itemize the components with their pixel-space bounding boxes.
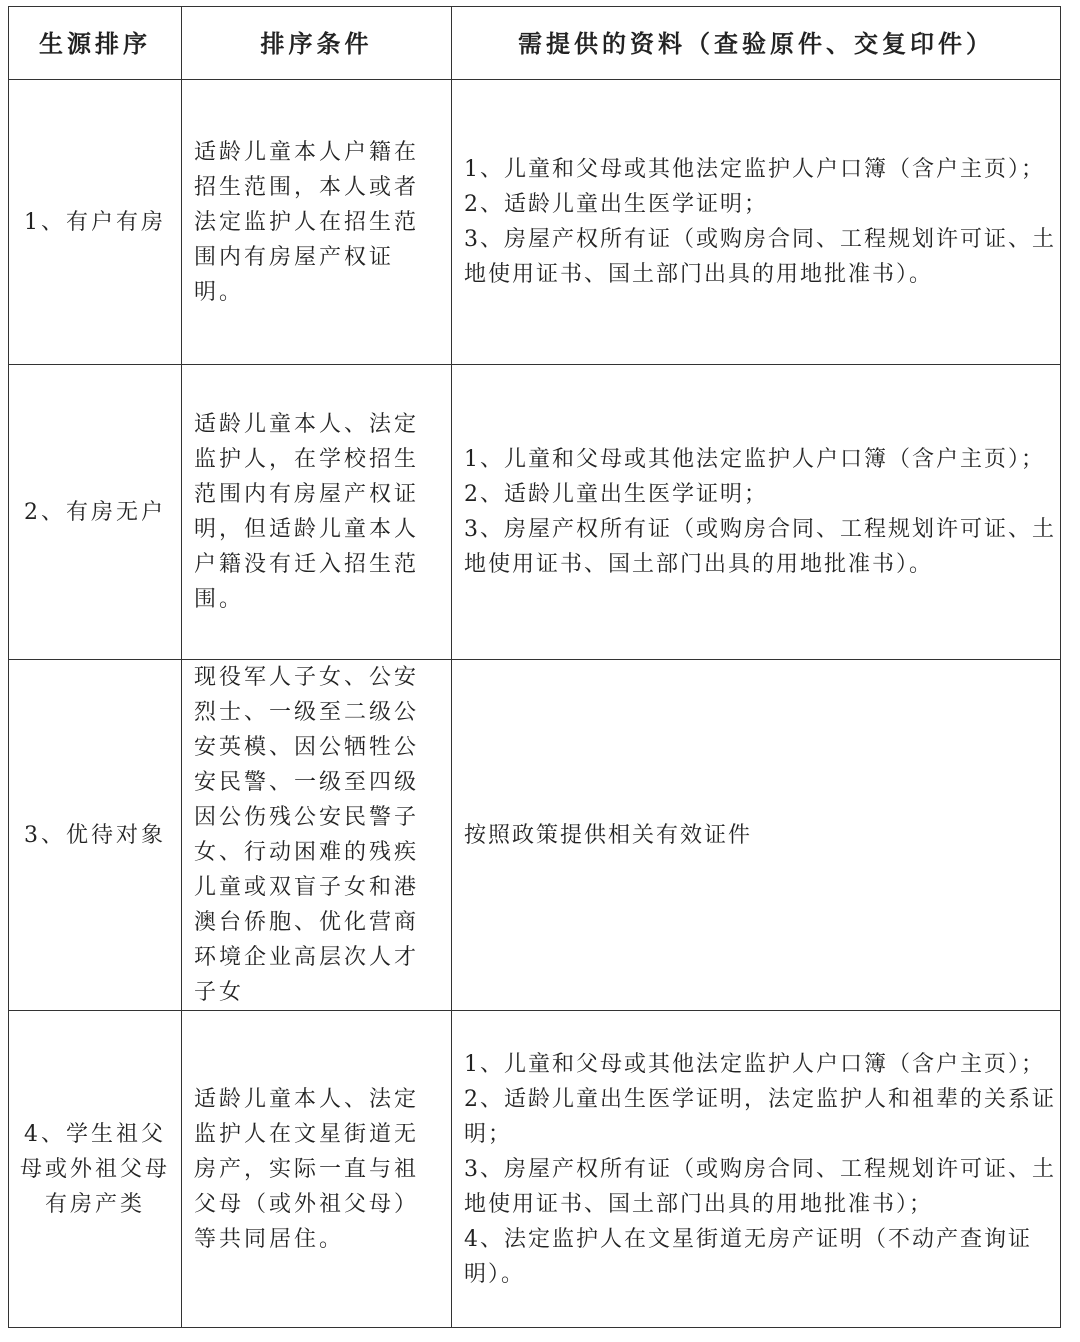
rank-cell: 4、学生祖父母或外祖父母有房产类 (9, 1011, 182, 1328)
condition-cell: 适龄儿童本人户籍在招生范围，本人或者法定监护人在招生范围内有房屋产权证明。 (182, 80, 452, 365)
header-rank: 生源排序 (9, 7, 182, 80)
material-item: 4、法定监护人在文星街道无房产证明（不动产查询证明）。 (464, 1226, 1032, 1287)
condition-cell: 适龄儿童本人、法定监护人在文星街道无房产，实际一直与祖父母（或外祖父母）等共同居住。 (182, 1011, 452, 1328)
material-item: 1、儿童和父母或其他法定监护人户口簿（含户主页）； (464, 447, 1045, 472)
materials-cell (452, 365, 1061, 660)
table-row (9, 365, 1061, 660)
material-item: 2、适龄儿童出生医学证明； (464, 192, 768, 217)
table-row (9, 1011, 1061, 1328)
condition-cell: 适龄儿童本人、法定监护人，在学校招生范围内有房屋产权证明，但适龄儿童本人户籍没有迁入招生范围。 (182, 365, 452, 660)
materials-cell (452, 660, 1061, 1011)
enrollment-priority-table (8, 6, 1061, 1328)
material-item: 按照政策提供相关有效证件 (464, 822, 753, 848)
enrollment-priority-table-container (8, 6, 1060, 1328)
material-item: 3、房屋产权所有证（或购房合同、工程规划许可证、土地使用证书、国土部门出具的用地批准书）。 (464, 227, 1056, 287)
material-item: 3、房屋产权所有证（或购房合同、工程规划许可证、土地使用证书、国土部门出具的用地批准书）； (464, 1156, 1056, 1217)
materials-cell (452, 1011, 1061, 1328)
table-row (9, 660, 1061, 1011)
rank-cell: 1、有户有房 (9, 80, 182, 365)
material-item: 1、儿童和父母或其他法定监护人户口簿（含户主页）； (464, 1051, 1045, 1077)
header-materials: 需提供的资料（查验原件、交复印件） (452, 7, 1061, 80)
rank-cell: 2、有房无户 (9, 365, 182, 660)
material-item: 1、儿童和父母或其他法定监护人户口簿（含户主页）； (464, 157, 1045, 182)
material-item: 2、适龄儿童出生医学证明，法定监护人和祖辈的关系证明； (464, 1086, 1056, 1147)
table-row (9, 80, 1061, 365)
materials-cell (452, 80, 1061, 365)
condition-cell: 现役军人子女、公安烈士、一级至二级公安英模、因公牺牲公安民警、一级至四级因公伤残公安民警子女、行动困难的残疾儿童或双盲子女和港澳台侨胞、优化营商环境企业高层次人才子女 (182, 660, 452, 1011)
material-item: 3、房屋产权所有证（或购房合同、工程规划许可证、土地使用证书、国土部门出具的用地批准书）。 (464, 517, 1056, 577)
material-item: 2、适龄儿童出生医学证明； (464, 482, 768, 507)
header-condition: 排序条件 (182, 7, 452, 80)
table-header-row (9, 7, 1061, 80)
rank-cell: 3、优待对象 (9, 660, 182, 1011)
